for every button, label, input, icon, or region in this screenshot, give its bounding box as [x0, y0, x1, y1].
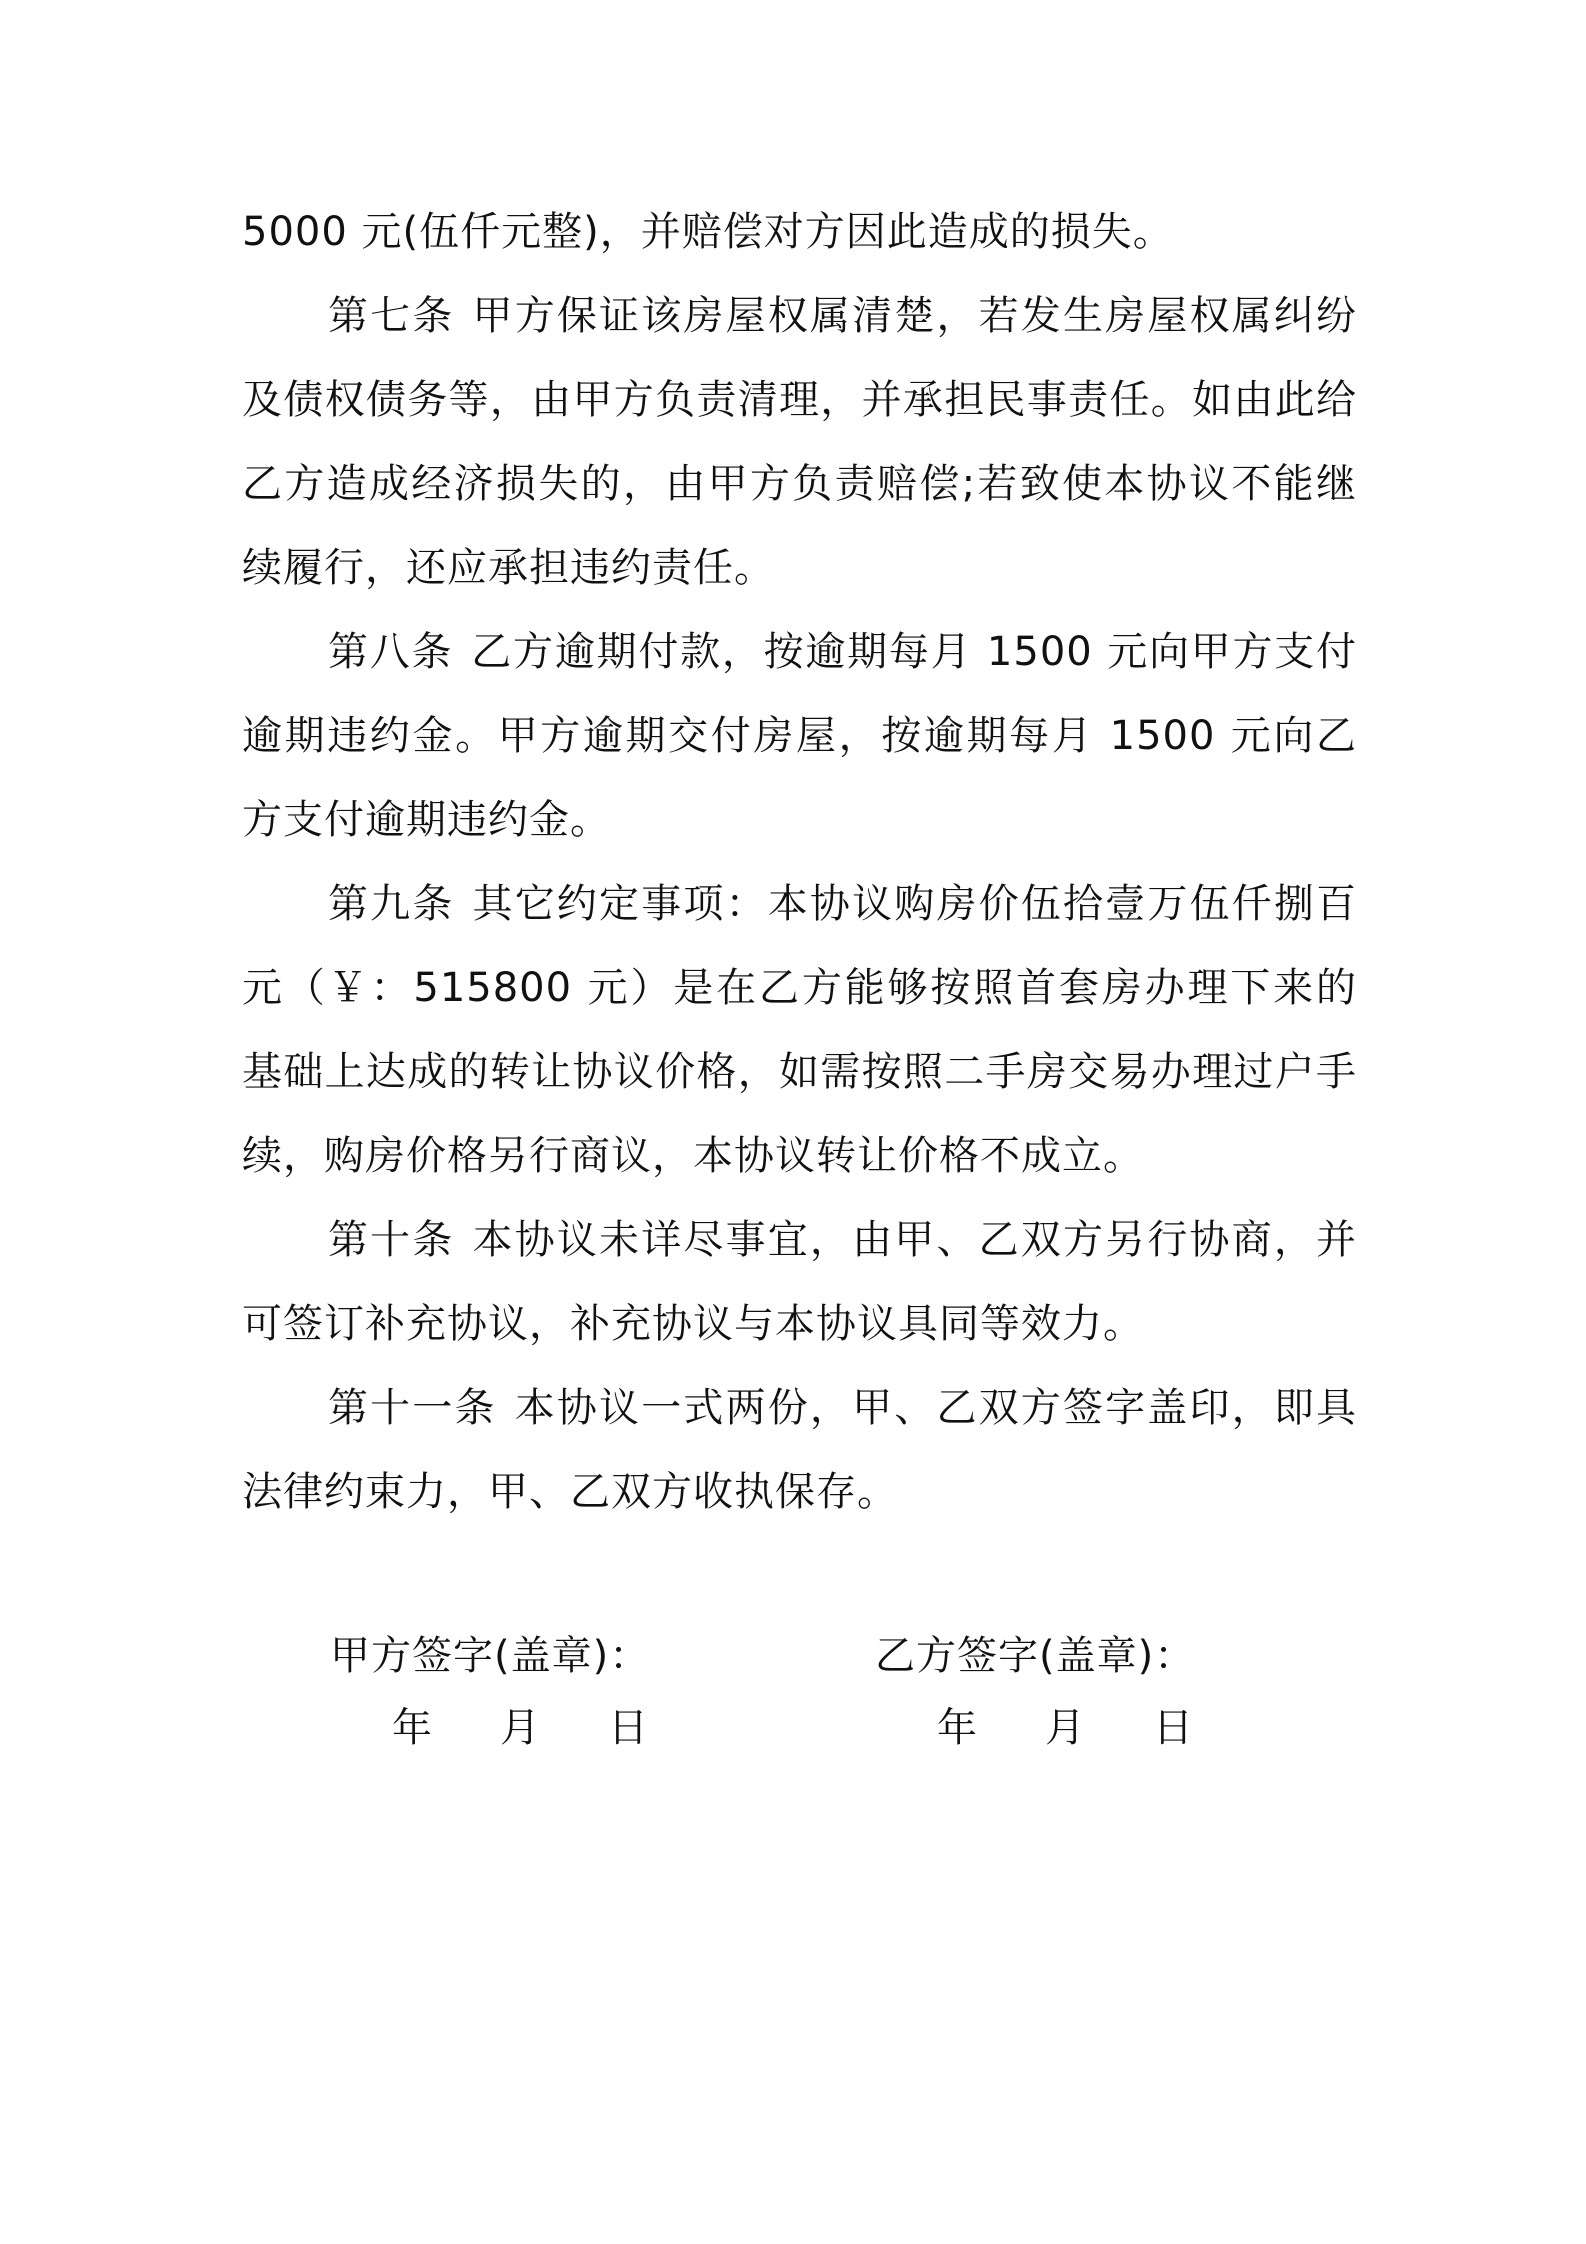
party-b-date-line	[875, 1692, 1261, 1764]
month-label: 月	[500, 1705, 541, 1751]
article-number: 第八条	[328, 629, 454, 675]
article-7	[242, 274, 1357, 610]
article-number: 第十条	[328, 1217, 455, 1263]
article-text: 本协议未详尽事宜，由甲、乙双方另行协商，并可签订补充协议，补充协议与本协议具同等效力。	[242, 1217, 1358, 1347]
article-text: 甲方保证该房屋权属清楚，若发生房屋权属纠纷及债权债务等，由甲方负责清理，并承担民事责任。如由此给乙方造成经济损失的，由甲方负责赔偿;若致使本协议不能继续履行，还应承担违约责任。	[242, 293, 1358, 591]
article-10	[242, 1198, 1357, 1366]
year-label: 年	[937, 1705, 978, 1751]
contract-body	[242, 190, 1357, 1534]
day-label: 日	[608, 1705, 649, 1751]
party-b-signature-label: 乙方签字(盖章)：	[875, 1633, 1196, 1679]
article-text: 其它约定事项：本协议购房价伍拾壹万伍仟捌百元（￥：515800 元）是在乙方能够按照首套房办理下来的基础上达成的转让协议价格，如需按照二手房交易办理过户手续，购房价格另行商议，本协议转让价格不成立。	[242, 881, 1358, 1179]
article-number: 第九条	[328, 881, 455, 927]
signature-section	[0, 1620, 1586, 1780]
article-11	[242, 1366, 1357, 1534]
article-text: 乙方逾期付款，按逾期每月 1500 元向甲方支付逾期违约金。甲方逾期交付房屋，按逾期每月 1500 元向乙方支付逾期违约金。	[242, 629, 1358, 843]
article-number: 第十一条	[328, 1385, 497, 1431]
article-text: 本协议一式两份，甲、乙双方签字盖印，即具法律约束力，甲、乙双方收执保存。	[242, 1385, 1358, 1515]
party-a-date-line	[330, 1692, 716, 1764]
month-label: 月	[1045, 1705, 1086, 1751]
article-number: 第七条	[328, 293, 455, 339]
party-a-signature	[330, 1620, 716, 1764]
paragraph-text: 5000 元(伍仟元整)，并赔偿对方因此造成的损失。	[242, 209, 1174, 255]
paragraph-penalty-continuation	[242, 190, 1357, 274]
article-8	[242, 610, 1357, 862]
party-b-signature	[875, 1620, 1261, 1764]
party-a-signature-label: 甲方签字(盖章)：	[330, 1633, 651, 1679]
article-9	[242, 862, 1357, 1198]
year-label: 年	[392, 1705, 433, 1751]
day-label: 日	[1153, 1705, 1194, 1751]
